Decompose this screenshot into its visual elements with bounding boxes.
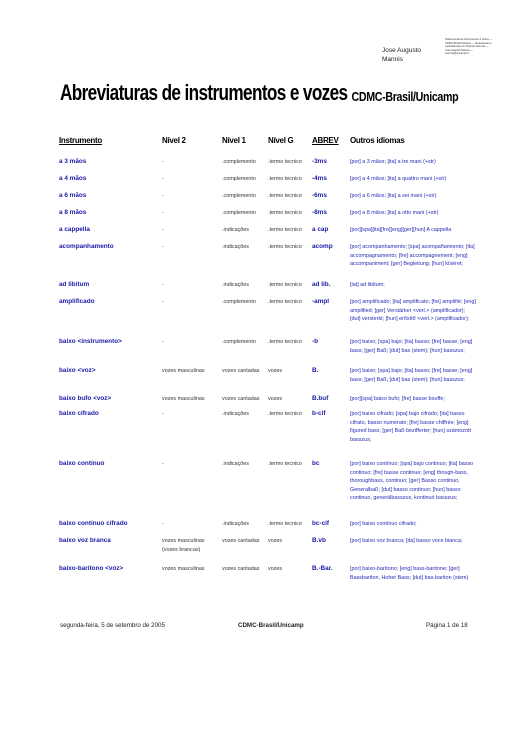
cell-abrev: -8ms [312, 209, 327, 216]
header-abrev: ABREV [312, 136, 339, 145]
cell-abrev: B.vb [312, 537, 326, 544]
cell-abrev: B. [312, 367, 319, 374]
cell-ng: .termo tecnico [268, 411, 302, 417]
cell-n2: - [162, 461, 164, 467]
cell-abrev: -b [312, 338, 319, 345]
cell-ng: vozes [268, 566, 283, 572]
cell-n1: .complemento [222, 299, 256, 305]
cell-other: [por][spa] baixo bufo; [fre] basse bouffe; [350, 396, 445, 402]
cell-n1: vozes cantadas [222, 368, 260, 374]
cell-ng: .termo tecnico [268, 159, 302, 165]
cell-ng: .termo tecnico [268, 461, 302, 467]
cell-name: a 6 mãos [59, 192, 87, 199]
cell-abrev: -ampl [312, 298, 330, 305]
cell-n2: - [162, 339, 164, 345]
cell-name: baixo contínuo cifrado [59, 520, 128, 527]
cell-other: [lat] ad libitum; [350, 282, 385, 288]
cell-abrev: -3ms [312, 158, 327, 165]
cell-other: [por] baixo contínuo cifrado; [350, 521, 417, 527]
cell-n2: - [162, 176, 164, 182]
header-nivel2: Nível 2 [162, 136, 186, 145]
cell-name: baixo-barítono <voz> [59, 565, 124, 572]
cell-other: [por][spa][ita][fre][eng][ger][hun] A cappella [350, 227, 452, 233]
cell-name: a 8 mãos [59, 209, 87, 216]
cell-n2: vozes masculinas [162, 396, 205, 402]
cell-name: baixo <voz> [59, 367, 96, 374]
cell-name: baixo voz branca [59, 537, 111, 544]
cell-abrev: b-cif [312, 410, 326, 417]
cell-abrev: -6ms [312, 192, 327, 199]
cell-n2: - [162, 244, 164, 250]
cell-abrev: bc-cif [312, 520, 330, 527]
page-title: Abreviaturas de instrumentos e vozes [60, 80, 348, 105]
cell-name: baixo contínuo [59, 460, 105, 467]
cell-other: [por] a 4 mãos; [ita] a quattro mani (+str) [350, 176, 447, 182]
footer-date: segunda-feira, 5 de setembro de 2005 [60, 622, 165, 629]
header-outros-idiomas: Outros idiomas [350, 136, 405, 145]
cell-n2: - [162, 227, 164, 233]
cell-n1: .complemento [222, 193, 256, 199]
cell-n1: vozes cantadas [222, 538, 260, 544]
cell-n1: .complemento [222, 176, 256, 182]
cell-n1: .indicações [222, 227, 249, 233]
cell-abrev: a cap [312, 226, 329, 233]
cell-ng: .termo tecnico [268, 282, 302, 288]
cell-n2: - [162, 210, 164, 216]
cell-other: [por] baixo-barítono; [eng] bass-baritone; [ger] Bassbariton, Hoher Bass; [dut] bas-bariton (stem) [350, 566, 469, 581]
cell-ng: vozes [268, 368, 283, 374]
cell-n2: - [162, 159, 164, 165]
cell-n2: - [162, 282, 164, 288]
author-name: Jose Augusto Mannis [382, 47, 422, 63]
cell-abrev: acomp [312, 243, 333, 250]
cell-n1: vozes cantadas [222, 566, 260, 572]
cell-n1: vozes cantadas [222, 396, 260, 402]
cell-n2: vozes masculinas [162, 566, 205, 572]
cell-ng: vozes [268, 538, 283, 544]
cell-ng: .termo tecnico [268, 193, 302, 199]
cell-other: [por] baixo; [spa] bajo; [ita] basso; [fre] basse; [eng] bass; [ger] Baß; [dut] bas (stem); [hun] basszus; [350, 339, 473, 354]
cell-name: a 3 mãos [59, 158, 87, 165]
header-instrumento: Instrumento [59, 136, 102, 145]
cell-abrev: bc [312, 460, 320, 467]
cell-name: a 4 mãos [59, 175, 87, 182]
cell-name: ad libitum [59, 281, 90, 288]
cell-other: [por] baixo cifrado; [spa] bajo cifrado; [ita] basso cifrato, basso numerato; [fre] basse chiffrée; [eng] figured bass; [ger] Baß bezifferter; [hun] számozott basszus; [350, 411, 471, 443]
cell-name: baixo bufo <voz> [59, 395, 112, 402]
cell-abrev: ad lib. [312, 281, 331, 288]
cell-n1: .indicações [222, 521, 249, 527]
cell-name: baixo <instrumento> [59, 338, 122, 345]
cell-name: baixo cifrado [59, 410, 99, 417]
cell-n1: .indicações [222, 411, 249, 417]
cell-other: [por] baixo; [spa] bajo; [ita] basso; [fre] basse; [eng] bass; [ger] Baß; [dut] bas (stem); [hun] basszus; [350, 368, 473, 383]
cell-n2: - [162, 521, 164, 527]
header-nivelG: Nível G [268, 136, 294, 145]
cell-ng: .termo tecnico [268, 521, 302, 527]
cell-n1: .complemento [222, 210, 256, 216]
footer-page-number: Página 1 de 18 [426, 622, 468, 629]
cell-ng: vozes [268, 396, 283, 402]
cell-ng: .termo tecnico [268, 227, 302, 233]
organization-name: CDMC-Brasil/Unicamp [351, 89, 458, 104]
cell-ng: .termo tecnico [268, 176, 302, 182]
cell-name: acompanhamento [59, 243, 114, 250]
cell-other: [por] baixo contínuo; [spa] bajo continuo; [ita] basso continuo; [fre] basse continue; [eng] though-bass, thoroughbass, continuo; [ger] Basso continuo, Generalbaß; [dut] basso continuo; [hun] basso continuo, generálbasszus, kontinuó basszus; [350, 461, 474, 502]
cell-ng: .termo tecnico [268, 299, 302, 305]
cell-n1: .complemento [222, 159, 256, 165]
cell-other: [por] baixo voz branca; [ita] basso voce bianca; [350, 538, 463, 544]
cell-n2: - [162, 193, 164, 199]
cell-name: a cappella [59, 226, 90, 233]
cell-n2: - [162, 299, 164, 305]
cell-n1: .complemento [222, 339, 256, 345]
cell-abrev: -4ms [312, 175, 327, 182]
cell-other: [por] a 6 mãos; [ita] a sei mani (+str) [350, 193, 437, 199]
cell-other: [por] a 8 mãos; [ita] a otto mani (+str) [350, 210, 439, 216]
cell-name: amplificado [59, 298, 95, 305]
cell-ng: .termo tecnico [268, 244, 302, 250]
cell-other: [por] amplificado; [ita] amplificato; [fre] amplifié; [eng] amplified; [ger] Verstärker <verl.> (amplificador); [dut] versterkt; [hun] erősítő <verl.> (amplificador); [350, 299, 476, 323]
cell-abrev: B.buf [312, 395, 329, 402]
cell-ng: .termo tecnico [268, 210, 302, 216]
cell-n1: .indicações [222, 282, 249, 288]
author-card-logo: Tabela Geral de Instrumentos e Vozes — CDMC-Brasil/Unicamp — abreviaturas e equivalências em diversos idiomas — Jose Augusto Mannis — mannis@unicamp.br [445, 38, 493, 56]
footer-organization: CDMC-Brasil/Unicamp [238, 622, 304, 629]
cell-n1: .indicações [222, 461, 249, 467]
header-nivel1: Nível 1 [222, 136, 246, 145]
cell-ng: .termo tecnico [268, 339, 302, 345]
cell-n2: vozes masculinas (vozes brancas) [162, 538, 205, 553]
cell-n1: .indicações [222, 244, 249, 250]
cell-abrev: B.-Bar. [312, 565, 333, 572]
cell-n2: vozes masculinas [162, 368, 205, 374]
cell-other: [por] acompanhamento; [spa] acompañamiento; [ita] accompagnamento; [fre] accompagnement; [eng] accompaniment; [ger] Begleitung; [hun] kíséret; [350, 244, 475, 268]
cell-other: [por] a 3 mãos; [ita] a tre mani (+str) [350, 159, 436, 165]
cell-n2: - [162, 411, 164, 417]
